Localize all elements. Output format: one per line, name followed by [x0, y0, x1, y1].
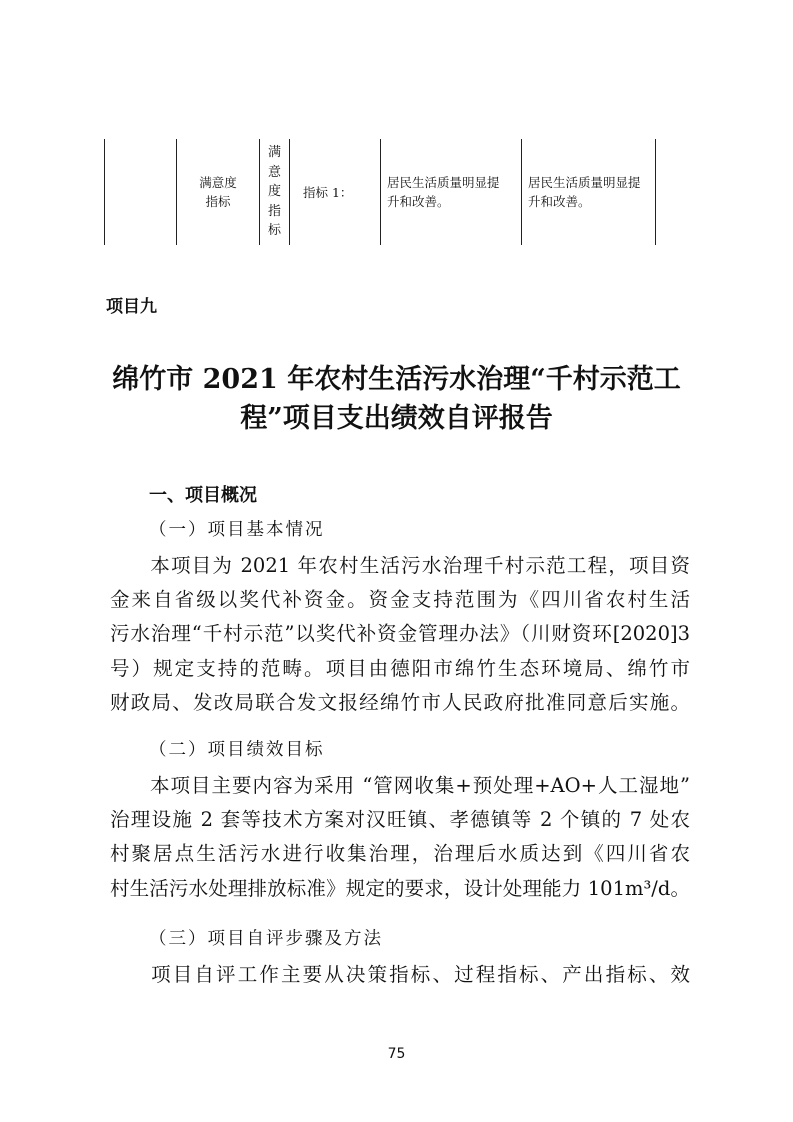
cell-text: 升和改善。	[387, 194, 450, 209]
table-cell-sub-indicator	[260, 139, 289, 245]
subheading-basic-info: （一）项目基本情况	[149, 520, 325, 540]
paragraph-line: 村聚居点生活污水进行收集治理，治理后水质达到《四川省农	[110, 842, 690, 866]
table-border	[289, 139, 290, 245]
subheading-performance-goals: （二）项目绩效目标	[149, 740, 325, 760]
cell-text: 居民生活质量明显提	[528, 175, 641, 190]
paragraph-line: 治理设施 2 套等技术方案对汉旺镇、孝德镇等 2 个镇的 7 处农	[110, 808, 690, 832]
cell-char: 满	[267, 145, 281, 161]
cell-text: 满意度	[199, 175, 237, 190]
paragraph-line: 本项目为 2021 年农村生活污水治理千村示范工程，项目资	[149, 554, 690, 577]
performance-indicator-table	[104, 139, 656, 245]
report-title-line-1: 绵竹市 2021 年农村生活污水治理“千村示范工	[112, 364, 681, 395]
paragraph-evaluation-method	[110, 958, 690, 992]
table-border	[521, 139, 522, 245]
table-cell-actual-value	[528, 139, 654, 245]
cell-text: 升和改善。	[528, 194, 591, 209]
table-border	[104, 139, 105, 245]
heading-overview: 一、项目概况	[149, 485, 257, 506]
section-label: 项目九	[106, 297, 157, 317]
cell-char: 度	[267, 184, 281, 200]
cell-char: 指	[267, 203, 281, 219]
cell-text: 居民生活质量明显提	[387, 175, 500, 190]
table-border	[655, 139, 656, 245]
paragraph-line: 财政局、发改局联合发文报经绵竹市人民政府批准同意后实施。	[110, 690, 690, 714]
paragraph-performance-goals	[110, 769, 690, 906]
paragraph-line: 村生活污水处理排放标准》规定的要求，设计处理能力 101m³/d。	[110, 876, 690, 900]
paragraph-line: 号）规定支持的范畴。项目由德阳市绵竹生态环境局、绵竹市	[110, 656, 690, 680]
subheading-evaluation-method: （三）项目自评步骤及方法	[149, 929, 383, 949]
paragraph-line: 污水治理“千村示范”以奖代补资金管理办法》（川财资环[2020]3	[110, 622, 690, 646]
table-cell-target-value	[387, 139, 519, 245]
paragraph-line: 项目自评工作主要从决策指标、过程指标、产出指标、效	[149, 963, 690, 986]
cell-text: 指标	[205, 194, 231, 209]
cell-char: 意	[267, 164, 281, 180]
table-cell-indicator-name	[303, 139, 380, 245]
table-border	[380, 139, 381, 245]
cell-char: 标	[267, 223, 281, 239]
paragraph-line: 金来自省级以奖代补资金。资金支持范围为《四川省农村生活	[110, 588, 690, 612]
report-title-line-2: 程”项目支出绩效自评报告	[240, 403, 553, 434]
page-number: 75	[387, 1046, 406, 1062]
paragraph-basic-info	[110, 549, 690, 720]
cell-text: 指标 1：	[303, 184, 353, 200]
table-cell-indicator-category	[177, 139, 259, 245]
paragraph-line: 本项目主要内容为采用 “管网收集+预处理+AO+人工湿地”	[149, 774, 690, 797]
